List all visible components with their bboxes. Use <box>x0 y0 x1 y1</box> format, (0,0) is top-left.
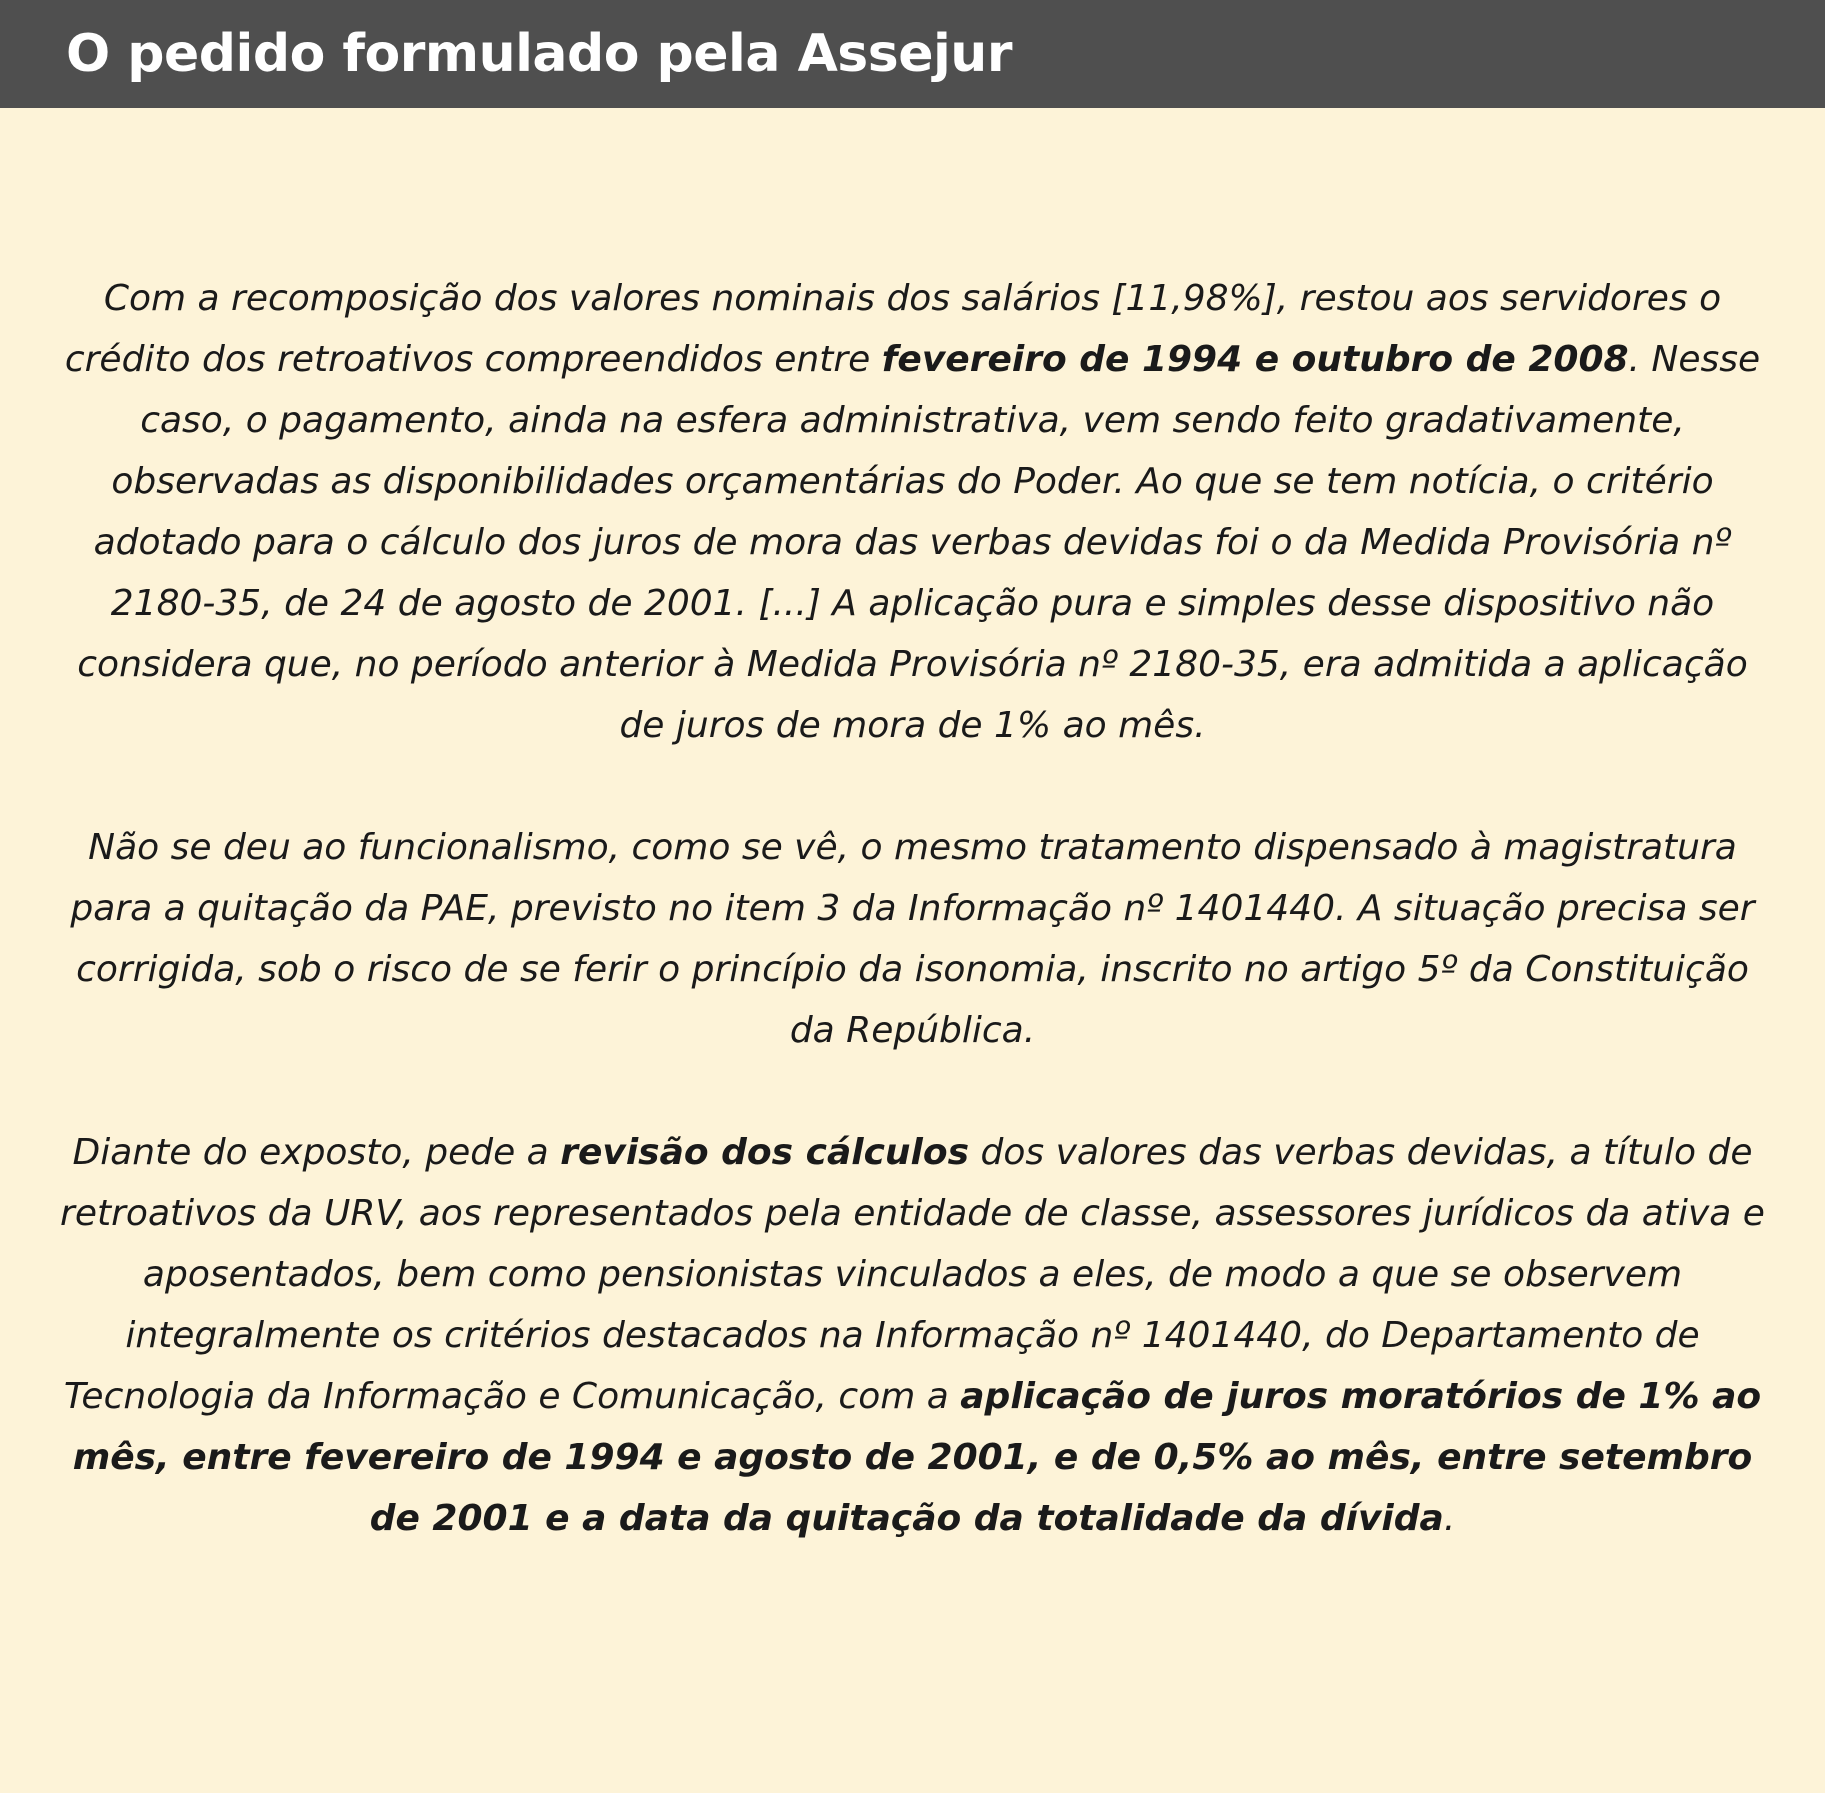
document-body <box>0 108 1825 1793</box>
paragraph-1-text-2: . Nesse caso, o pagamento, ainda na esfera administrativa, vem sendo feito gradativamente, observadas as disponibilidades orçamentárias do Poder. Ao que se tem notícia, o critério adotado para o cálculo dos juros de mora das verbas devidas foi o da Medida Provisória nº 2180-35, de 24 de agosto de 2001. [...] A aplicação pura e simples desse dispositivo não considera que, no período anterior à Medida Provisória nº 2180-35, era admitida a aplicação de juros de mora de 1% ao mês. <box>77 339 1761 746</box>
page-title: O pedido formulado pela Assejur <box>66 24 1012 84</box>
paragraph-1-text-1: Com a recomposição dos valores nominais dos salários [11,98%], restou aos servidores o crédito dos retroativos compreendidos entre <box>64 278 1722 380</box>
paragraph-2 <box>56 817 1769 1061</box>
paragraph-1 <box>56 268 1769 756</box>
paragraph-3 <box>56 1122 1769 1549</box>
paragraph-3-text-2: dos valores das verbas devidas, a título de retroativos da URV, aos representados pela entidade de classe, assessores jurídicos da ativa e aposentados, bem como pensionistas vinculados a eles, de modo a que se observem integralmente os critérios destacados na Informação nº 1401440, do Departamento de Tecnologia da Informação e Comunicação, com a <box>60 1132 1765 1417</box>
paragraph-3-text-1: Diante do exposto, pede a <box>72 1132 561 1173</box>
paragraph-3-emphasis-interest: aplicação de juros moratórios de 1% ao mês, entre fevereiro de 1994 e agosto de 2001, e de 0,5% ao mês, entre setembro de 2001 e a data da quitação da totalidade da dívida <box>72 1376 1762 1539</box>
header-bar <box>0 0 1825 108</box>
paragraph-3-text-3: . <box>1443 1498 1456 1539</box>
paragraph-2-text: Não se deu ao funcionalismo, como se vê, o mesmo tratamento dispensado à magistratura para a quitação da PAE, previsto no item 3 da Informação nº 1401440. A situação precisa ser corrigida, sob o risco de se ferir o princípio da isonomia, inscrito no artigo 5º da Constituição da República. <box>70 827 1755 1051</box>
paragraph-1-emphasis-period: fevereiro de 1994 e outubro de 2008 <box>881 339 1629 380</box>
paragraph-3-emphasis-revision: revisão dos cálculos <box>560 1132 970 1173</box>
